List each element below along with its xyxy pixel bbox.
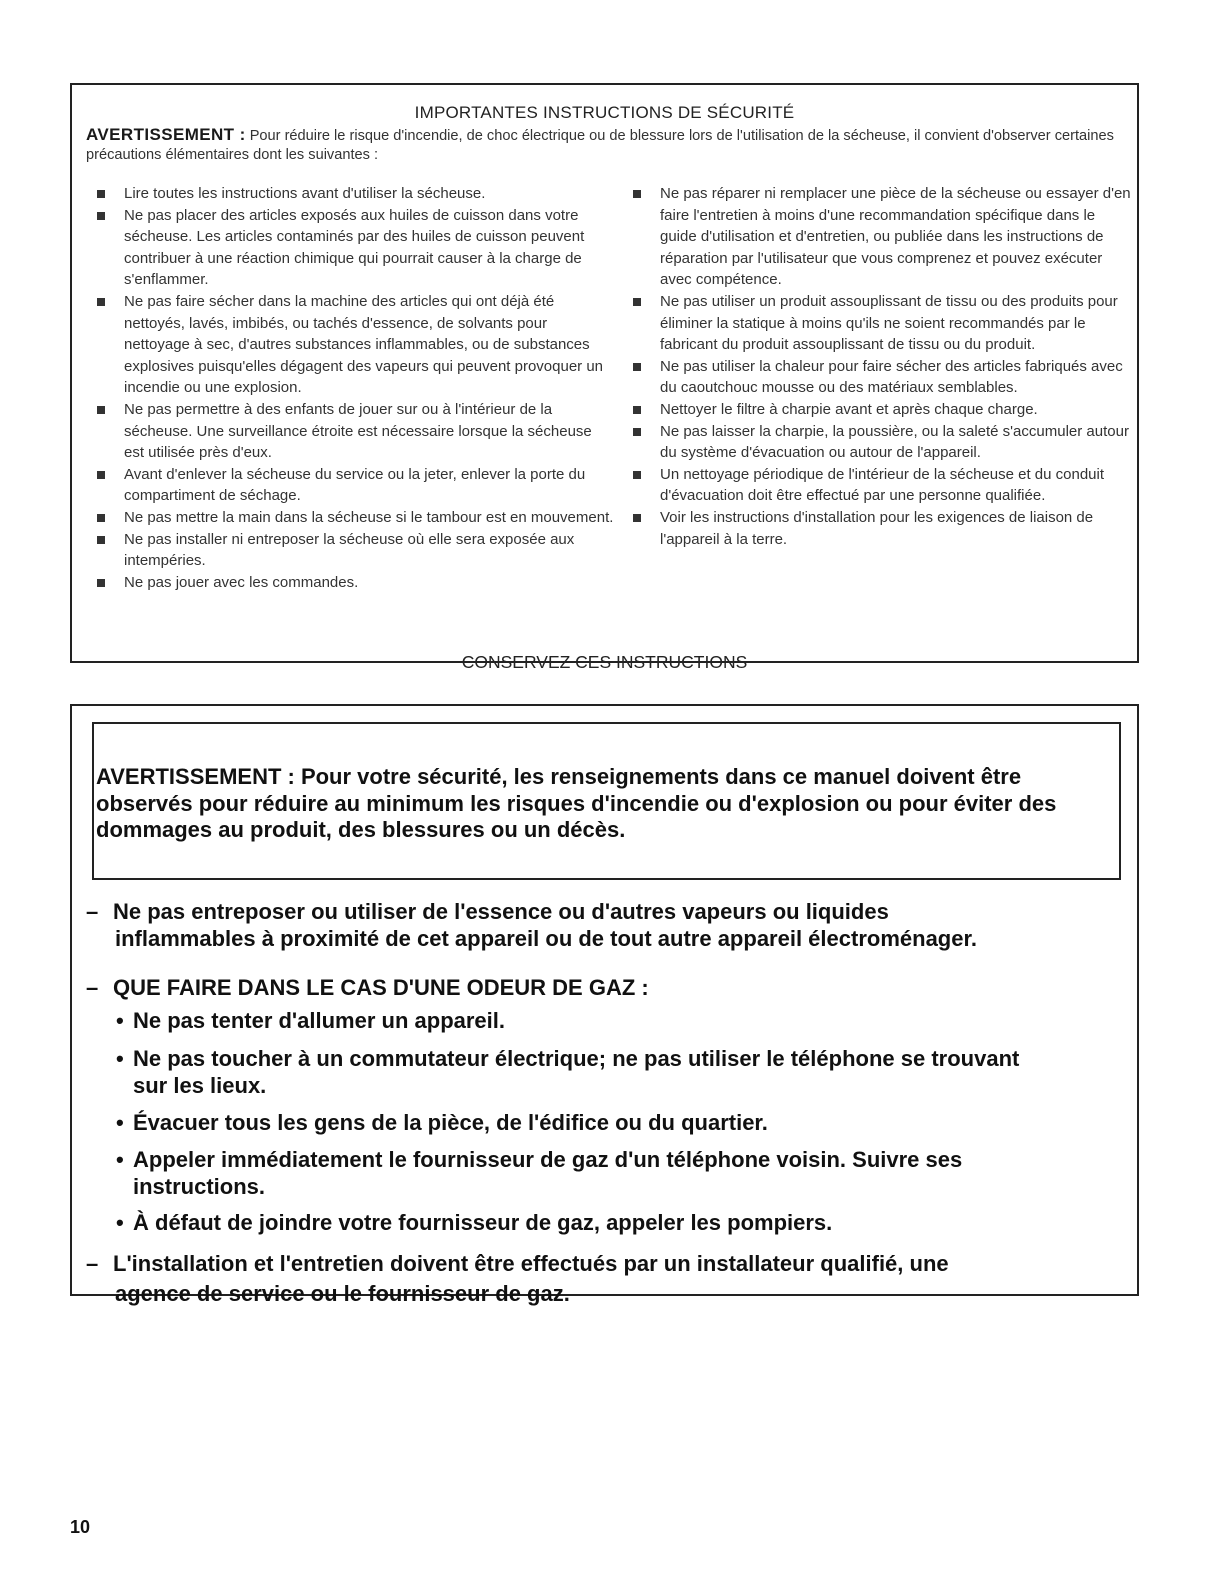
safety-intro bbox=[86, 125, 1125, 165]
bullet-icon: • bbox=[116, 1210, 124, 1235]
gas-subitem: • Ne pas toucher à un commutateur électrique; ne pas utiliser le téléphone se trouvant sur les lieux. bbox=[116, 1046, 1020, 1098]
square-bullet-icon bbox=[633, 298, 641, 306]
gas-warning-text: AVERTISSEMENT : Pour votre sécurité, les renseignements dans ce manuel doivent être observés pour réduire au minimum les risques d'incendie ou d'explosion ou pour éviter des dommages au produit, des blessures ou un décès. bbox=[96, 764, 1057, 842]
square-bullet-icon bbox=[97, 579, 105, 587]
safety-instructions-box bbox=[70, 83, 1139, 672]
gas-subitem: • À défaut de joindre votre fournisseur de gaz, appeler les pompiers. bbox=[116, 1210, 833, 1235]
list-item: Ne pas utiliser la chaleur pour faire sécher des articles fabriqués avec du caoutchouc mousse ou des matériaux semblables. bbox=[622, 356, 1132, 399]
list-item: Voir les instructions d'installation pour les exigences de liaison de l'appareil à la terre. bbox=[622, 507, 1132, 550]
safety-list-left bbox=[86, 183, 614, 593]
square-bullet-icon bbox=[97, 298, 105, 306]
list-item: Ne pas utiliser un produit assouplissant de tissu ou des produits pour éliminer la statique à moins qu'ils ne soient recommandés par le fabricant du produit assouplissant de tissu ou du produit. bbox=[622, 291, 1132, 356]
dash-marker: – bbox=[86, 975, 99, 1000]
dash-marker: – bbox=[86, 1251, 99, 1276]
square-bullet-icon bbox=[97, 471, 105, 479]
dash-marker: – bbox=[86, 899, 99, 924]
list-item: Ne pas mettre la main dans la sécheuse si le tambour est en mouvement. bbox=[86, 507, 614, 529]
bullet-icon: • bbox=[116, 1147, 124, 1172]
bullet-icon: • bbox=[116, 1110, 124, 1135]
bullet-icon: • bbox=[116, 1046, 124, 1071]
square-bullet-icon bbox=[633, 190, 641, 198]
gas-item-installation: – L'installation et l'entretien doivent être effectués par un installateur qualifié, une agence de service ou le fournisseur de gaz. bbox=[86, 1251, 949, 1306]
list-item: Ne pas faire sécher dans la machine des articles qui ont déjà été nettoyés, lavés, imbibés, ou tachés d'essence, de solvants pour nettoyage à sec, d'autres substances inflammables, ou de substances explosives puisqu'elles dégagent des vapeurs qui peuvent provoquer un incendie ou une explosion. bbox=[86, 291, 614, 399]
list-item: Ne pas réparer ni remplacer une pièce de la sécheuse ou essayer d'en faire l'entretien à moins d'une recommandation spécifique dans le guide d'utilisation et d'entretien, ou publiée dans les instructions de réparation par l'utilisateur que vous comprenez et pouvez exécuter avec compétence. bbox=[622, 183, 1132, 291]
gas-item-odor-heading: – QUE FAIRE DANS LE CAS D'UNE ODEUR DE GAZ : bbox=[86, 975, 649, 1000]
list-item: Un nettoyage périodique de l'intérieur de la sécheuse et du conduit d'évacuation doit être effectué par une personne qualifiée. bbox=[622, 464, 1132, 507]
safety-list-right bbox=[622, 183, 1132, 550]
gas-subitem: • Appeler immédiatement le fournisseur de gaz d'un téléphone voisin. Suivre ses instructions. bbox=[116, 1147, 963, 1199]
square-bullet-icon bbox=[97, 406, 105, 414]
safety-title: IMPORTANTES INSTRUCTIONS DE SÉCURITÉ bbox=[414, 103, 795, 122]
gas-subitem: • Ne pas tenter d'allumer un appareil. bbox=[116, 1008, 506, 1033]
square-bullet-icon bbox=[633, 514, 641, 522]
bullet-icon: • bbox=[116, 1008, 124, 1033]
square-bullet-icon bbox=[633, 428, 641, 436]
gas-subitem: • Évacuer tous les gens de la pièce, de l'édifice ou du quartier. bbox=[116, 1110, 768, 1135]
square-bullet-icon bbox=[97, 536, 105, 544]
square-bullet-icon bbox=[97, 212, 105, 220]
list-item: Nettoyer le filtre à charpie avant et après chaque charge. bbox=[622, 399, 1132, 421]
square-bullet-icon bbox=[633, 406, 641, 414]
list-item: Avant d'enlever la sécheuse du service ou la jeter, enlever la porte du compartiment de séchage. bbox=[86, 464, 614, 507]
list-item: Ne pas jouer avec les commandes. bbox=[86, 572, 614, 594]
square-bullet-icon bbox=[97, 190, 105, 198]
list-item: Ne pas installer ni entreposer la sécheuse où elle sera exposée aux intempéries. bbox=[86, 529, 614, 572]
gas-warning-box bbox=[70, 704, 1139, 1306]
list-item: Ne pas laisser la charpie, la poussière, ou la saleté s'accumuler autour du système d'évacuation ou autour de l'appareil. bbox=[622, 421, 1132, 464]
page-number: 10 bbox=[70, 1517, 91, 1537]
warning-label: AVERTISSEMENT : bbox=[86, 125, 246, 144]
square-bullet-icon bbox=[633, 363, 641, 371]
list-item: Ne pas placer des articles exposés aux huiles de cuisson dans votre sécheuse. Les articles contaminés par des huiles de cuisson peuvent contribuer à une réaction chimique qui pourrait causer à la charge de s'enflammer. bbox=[86, 205, 614, 291]
warning-text: Pour réduire le risque d'incendie, de choc électrique ou de blessure lors de l'utilisation de la sécheuse, il convient d'observer certaines précautions élémentaires dont les suivantes : bbox=[86, 128, 1114, 163]
square-bullet-icon bbox=[97, 514, 105, 522]
gas-item-gasoline: – Ne pas entreposer ou utiliser de l'essence ou d'autres vapeurs ou liquides inflammables à proximité de cet appareil ou de tout autre appareil électroménager. bbox=[86, 899, 977, 951]
list-item: Lire toutes les instructions avant d'utiliser la sécheuse. bbox=[86, 183, 614, 205]
safety-footer: CONSERVEZ CES INSTRUCTIONS bbox=[461, 652, 748, 672]
list-item: Ne pas permettre à des enfants de jouer sur ou à l'intérieur de la sécheuse. Une surveillance étroite est nécessaire lorsque la sécheuse est utilisée près d'eux. bbox=[86, 399, 614, 464]
square-bullet-icon bbox=[633, 471, 641, 479]
